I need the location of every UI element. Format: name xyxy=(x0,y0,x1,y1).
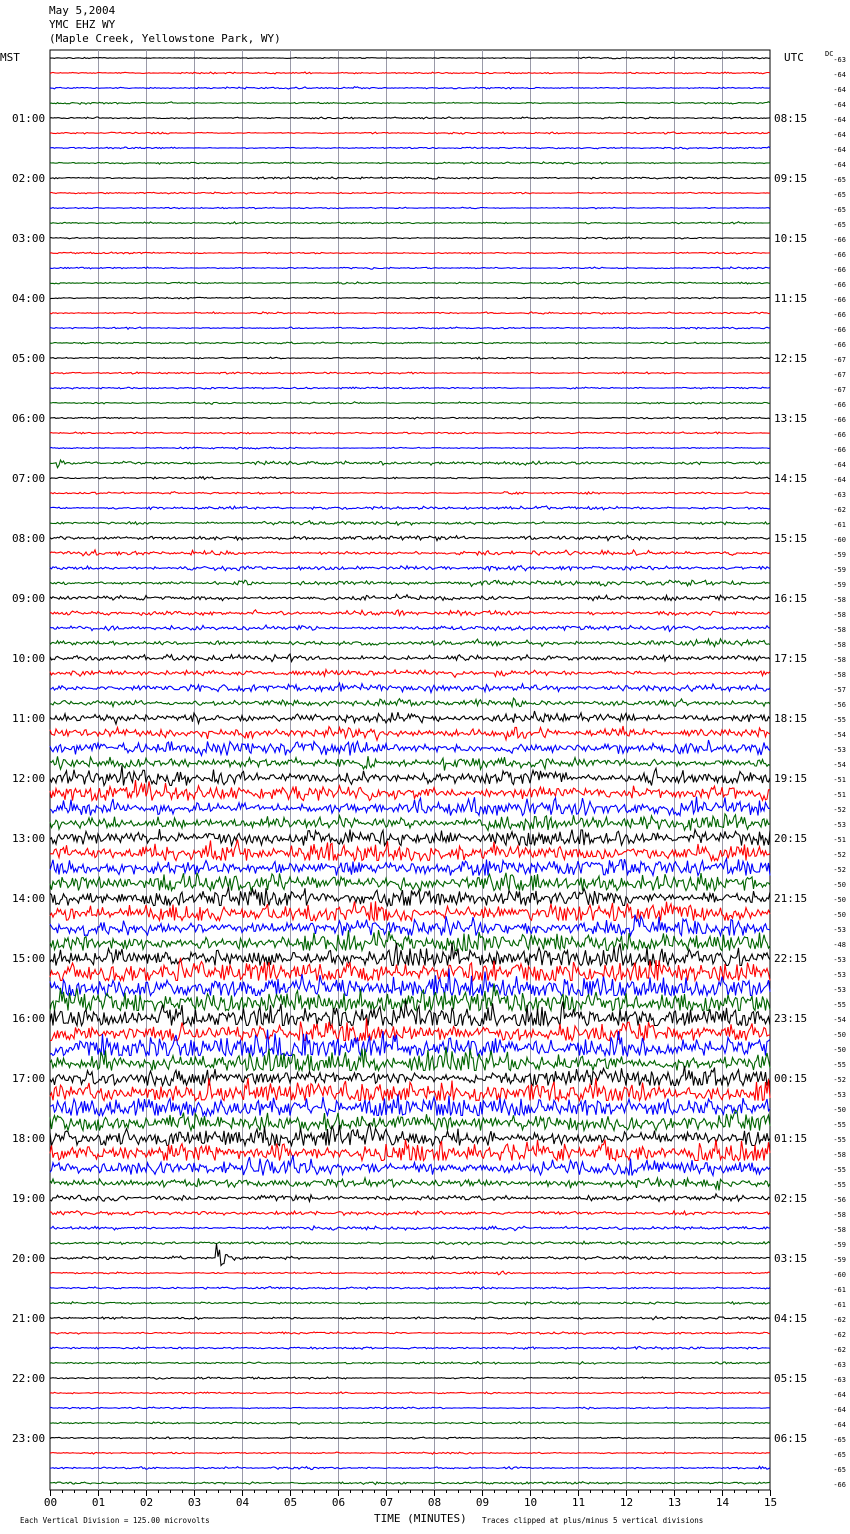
dc-offset-label: -64 xyxy=(833,131,846,139)
right-timezone-label: UTC xyxy=(784,51,804,64)
dc-offset-label: -63 xyxy=(833,1361,846,1369)
hour-label-left: 08:00 xyxy=(12,532,46,545)
hour-label-right: 12:15 xyxy=(774,352,808,365)
trace-row xyxy=(50,1437,770,1439)
dc-offset-label: -67 xyxy=(833,356,846,364)
hour-label-right: 13:15 xyxy=(774,412,808,425)
x-tick-label: 11 xyxy=(571,1496,586,1509)
dc-header-label: DC xyxy=(825,50,834,58)
trace-row xyxy=(50,756,770,770)
trace-row xyxy=(50,402,770,405)
dc-offset-label: -66 xyxy=(833,251,846,259)
hour-label-right: 20:15 xyxy=(774,832,808,845)
trace-row xyxy=(50,327,770,329)
trace-row xyxy=(50,1139,770,1160)
trace-row xyxy=(50,1362,770,1365)
dc-offset-label: -58 xyxy=(833,1151,846,1159)
x-tick-label: 07 xyxy=(379,1496,394,1509)
trace-row xyxy=(50,887,770,906)
dc-offset-label: -58 xyxy=(833,626,846,634)
trace-row xyxy=(50,1392,770,1394)
dc-offset-label: -50 xyxy=(833,881,846,889)
dc-offset-label: -57 xyxy=(833,686,846,694)
dc-offset-label: -58 xyxy=(833,641,846,649)
trace-row xyxy=(50,312,770,314)
dc-offset-label: -65 xyxy=(833,1451,846,1459)
trace-row xyxy=(50,683,770,693)
hour-label-right: 03:15 xyxy=(774,1252,808,1265)
trace-row xyxy=(50,1241,770,1245)
hour-label-right: 21:15 xyxy=(774,892,808,905)
trace-row xyxy=(50,177,770,179)
dc-offset-label: -67 xyxy=(833,371,846,379)
dc-offset-label: -59 xyxy=(833,1256,846,1264)
dc-offset-label: -66 xyxy=(833,431,846,439)
dc-offset-label: -55 xyxy=(833,1136,846,1144)
dc-offset-label: -64 xyxy=(833,86,846,94)
dc-offset-label: -50 xyxy=(833,1106,846,1114)
hour-label-right: 02:15 xyxy=(774,1192,808,1205)
trace-row xyxy=(50,1123,770,1145)
dc-offset-label: -64 xyxy=(833,1406,846,1414)
trace-row xyxy=(50,829,770,845)
hour-label-right: 06:15 xyxy=(774,1432,808,1445)
scale-note: Each Vertical Division = 125.00 microvolts xyxy=(20,1516,210,1525)
trace-row xyxy=(50,610,770,616)
trace-row xyxy=(50,357,770,359)
x-tick-label: 01 xyxy=(91,1496,106,1509)
dc-offset-label: -63 xyxy=(833,1376,846,1384)
dc-offset-label: -61 xyxy=(833,1301,846,1309)
hour-label-left: 03:00 xyxy=(12,232,46,245)
x-tick-label: 00 xyxy=(43,1496,58,1509)
hour-label-right: 19:15 xyxy=(774,772,808,785)
trace-row xyxy=(50,147,770,149)
dc-offset-label: -67 xyxy=(833,386,846,394)
hour-label-left: 07:00 xyxy=(12,472,46,485)
hour-label-right: 00:15 xyxy=(774,1072,808,1085)
trace-row xyxy=(50,477,770,480)
dc-offset-label: -59 xyxy=(833,566,846,574)
trace-row xyxy=(50,1271,770,1275)
hour-label-left: 09:00 xyxy=(12,592,46,605)
x-tick-label: 08 xyxy=(427,1496,442,1509)
dc-offset-label: -63 xyxy=(833,56,846,64)
dc-offset-label: -66 xyxy=(833,236,846,244)
hour-label-right: 23:15 xyxy=(774,1012,808,1025)
trace-row xyxy=(50,1452,770,1454)
trace-row xyxy=(50,1001,770,1026)
dc-offset-label: -66 xyxy=(833,296,846,304)
dc-offset-label: -66 xyxy=(833,401,846,409)
trace-row xyxy=(50,1407,770,1409)
dc-offset-label: -55 xyxy=(833,1001,846,1009)
trace-row xyxy=(50,1332,770,1335)
trace-row xyxy=(50,460,770,468)
dc-offset-label: -65 xyxy=(833,206,846,214)
hour-label-left: 13:00 xyxy=(12,832,46,845)
dc-offset-label: -52 xyxy=(833,851,846,859)
dc-offset-label: -58 xyxy=(833,1211,846,1219)
left-timezone-label: MST xyxy=(0,51,20,64)
trace-row xyxy=(50,342,770,344)
hour-label-left: 19:00 xyxy=(12,1192,46,1205)
x-tick-label: 14 xyxy=(715,1496,730,1509)
trace-row xyxy=(50,87,770,89)
dc-offset-label: -64 xyxy=(833,146,846,154)
trace-row xyxy=(50,72,770,74)
trace-row xyxy=(50,594,770,600)
hour-label-right: 17:15 xyxy=(774,652,808,665)
dc-offset-label: -63 xyxy=(833,491,846,499)
dc-offset-label: -55 xyxy=(833,1061,846,1069)
dc-offset-label: -64 xyxy=(833,116,846,124)
dc-offset-label: -64 xyxy=(833,1391,846,1399)
trace-row xyxy=(50,267,770,269)
dc-offset-label: -64 xyxy=(833,1421,846,1429)
trace-row xyxy=(50,432,770,434)
dc-offset-label: -65 xyxy=(833,1466,846,1474)
trace-row xyxy=(50,417,770,419)
dc-offset-label: -52 xyxy=(833,1076,846,1084)
dc-offset-label: -62 xyxy=(833,1346,846,1354)
dc-offset-label: -64 xyxy=(833,476,846,484)
trace-row xyxy=(50,387,770,389)
trace-row xyxy=(50,625,770,631)
dc-offset-label: -66 xyxy=(833,326,846,334)
dc-offset-label: -64 xyxy=(833,71,846,79)
hour-label-right: 04:15 xyxy=(774,1312,808,1325)
dc-offset-label: -54 xyxy=(833,731,846,739)
x-tick-label: 09 xyxy=(475,1496,490,1509)
dc-offset-label: -55 xyxy=(833,716,846,724)
trace-row xyxy=(50,1178,770,1191)
trace-row xyxy=(50,117,770,119)
dc-offset-label: -61 xyxy=(833,521,846,529)
station-location: (Maple Creek, Yellowstone Park, WY) xyxy=(49,32,281,45)
dc-offset-label: -53 xyxy=(833,926,846,934)
trace-row xyxy=(50,536,770,541)
trace-row xyxy=(50,550,770,556)
dc-offset-label: -59 xyxy=(833,581,846,589)
trace-row xyxy=(50,1226,770,1231)
hour-label-left: 17:00 xyxy=(12,1072,46,1085)
dc-offset-label: -48 xyxy=(833,941,846,949)
trace-row xyxy=(50,859,770,876)
trace-row xyxy=(50,282,770,284)
dc-offset-label: -50 xyxy=(833,911,846,919)
clip-note: Traces clipped at plus/minus 5 vertical divisions xyxy=(482,1516,704,1525)
dc-offset-label: -58 xyxy=(833,611,846,619)
trace-row xyxy=(50,726,770,740)
x-tick-label: 15 xyxy=(763,1496,778,1509)
trace-row xyxy=(50,840,770,861)
trace-row xyxy=(50,1287,770,1290)
trace-row xyxy=(50,297,770,299)
x-tick-label: 13 xyxy=(667,1496,682,1509)
hour-label-left: 02:00 xyxy=(12,172,46,185)
trace-row xyxy=(50,506,770,510)
dc-offset-label: -55 xyxy=(833,1181,846,1189)
trace-row xyxy=(50,943,770,966)
trace-row xyxy=(50,237,770,239)
trace-row xyxy=(50,1466,770,1469)
dc-offset-label: -60 xyxy=(833,536,846,544)
dc-offset-label: -55 xyxy=(833,1166,846,1174)
trace-row xyxy=(50,57,770,59)
dc-offset-label: -60 xyxy=(833,1271,846,1279)
trace-row xyxy=(50,1194,770,1202)
dc-offset-label: -58 xyxy=(833,596,846,604)
dc-offset-label: -62 xyxy=(833,506,846,514)
dc-offset-label: -66 xyxy=(833,281,846,289)
hour-label-right: 11:15 xyxy=(774,292,808,305)
trace-row xyxy=(50,521,770,526)
dc-offset-label: -55 xyxy=(833,1121,846,1129)
trace-row xyxy=(50,372,770,374)
dc-offset-label: -66 xyxy=(833,341,846,349)
trace-row xyxy=(50,1482,770,1485)
dc-offset-label: -51 xyxy=(833,836,846,844)
dc-offset-label: -62 xyxy=(833,1316,846,1324)
trace-row xyxy=(50,252,770,254)
dc-offset-label: -59 xyxy=(833,1241,846,1249)
dc-offset-label: -66 xyxy=(833,266,846,274)
hour-label-left: 22:00 xyxy=(12,1372,46,1385)
dc-offset-label: -66 xyxy=(833,416,846,424)
trace-row xyxy=(50,930,770,951)
hour-label-left: 05:00 xyxy=(12,352,46,365)
chart-date: May 5,2004 xyxy=(49,4,116,17)
trace-row xyxy=(50,873,770,891)
x-tick-label: 10 xyxy=(523,1496,538,1509)
hour-label-left: 14:00 xyxy=(12,892,46,905)
dc-offset-label: -56 xyxy=(833,701,846,709)
x-tick-label: 03 xyxy=(187,1496,202,1509)
trace-row xyxy=(50,711,770,724)
hour-label-right: 14:15 xyxy=(774,472,808,485)
dc-offset-label: -53 xyxy=(833,1091,846,1099)
dc-offset-label: -54 xyxy=(833,761,846,769)
dc-offset-label: -58 xyxy=(833,656,846,664)
dc-offset-label: -65 xyxy=(833,221,846,229)
x-tick-label: 06 xyxy=(331,1496,346,1509)
hour-label-left: 11:00 xyxy=(12,712,46,725)
dc-offset-label: -53 xyxy=(833,986,846,994)
trace-row xyxy=(50,207,770,209)
dc-offset-label: -66 xyxy=(833,311,846,319)
hour-label-left: 21:00 xyxy=(12,1312,46,1325)
trace-row xyxy=(50,1347,770,1350)
trace-row xyxy=(50,670,770,678)
x-tick-label: 05 xyxy=(283,1496,298,1509)
hour-label-right: 09:15 xyxy=(774,172,808,185)
dc-offset-label: -53 xyxy=(833,971,846,979)
trace-row xyxy=(50,765,770,785)
trace-row xyxy=(50,1422,770,1425)
dc-offset-label: -66 xyxy=(833,446,846,454)
trace-row xyxy=(50,1211,770,1216)
hour-label-right: 01:15 xyxy=(774,1132,808,1145)
hour-label-right: 05:15 xyxy=(774,1372,808,1385)
dc-offset-label: -61 xyxy=(833,1286,846,1294)
hour-label-left: 06:00 xyxy=(12,412,46,425)
trace-row xyxy=(50,566,770,571)
hour-label-right: 08:15 xyxy=(774,112,808,125)
hour-label-right: 16:15 xyxy=(774,592,808,605)
trace-row xyxy=(50,639,770,647)
dc-offset-label: -51 xyxy=(833,776,846,784)
trace-row xyxy=(50,162,770,164)
dc-offset-label: -64 xyxy=(833,101,846,109)
trace-row xyxy=(50,222,770,224)
hour-label-left: 18:00 xyxy=(12,1132,46,1145)
trace-row xyxy=(50,1377,770,1379)
trace-row xyxy=(50,698,770,706)
dc-offset-label: -53 xyxy=(833,821,846,829)
dc-offset-label: -52 xyxy=(833,866,846,874)
dc-offset-label: -50 xyxy=(833,896,846,904)
dc-offset-label: -65 xyxy=(833,176,846,184)
dc-offset-label: -58 xyxy=(833,671,846,679)
trace-row xyxy=(50,1302,770,1305)
trace-row xyxy=(50,1078,770,1100)
plot-frame xyxy=(50,50,770,1490)
trace-row xyxy=(50,192,770,194)
dc-offset-label: -53 xyxy=(833,956,846,964)
dc-offset-label: -65 xyxy=(833,1436,846,1444)
dc-offset-label: -64 xyxy=(833,461,846,469)
dc-offset-label: -58 xyxy=(833,1226,846,1234)
trace-row xyxy=(50,958,770,981)
x-axis-label: TIME (MINUTES) xyxy=(374,1512,467,1525)
time-grid xyxy=(50,50,771,1496)
trace-row xyxy=(50,447,770,449)
dc-offset-label: -59 xyxy=(833,551,846,559)
hour-label-right: 22:15 xyxy=(774,952,808,965)
dc-offset-label: -54 xyxy=(833,1016,846,1024)
dc-offset-label: -65 xyxy=(833,191,846,199)
x-tick-label: 12 xyxy=(619,1496,634,1509)
dc-offset-label: -52 xyxy=(833,806,846,814)
dc-offset-label: -51 xyxy=(833,791,846,799)
trace-row xyxy=(50,1316,770,1319)
hour-label-left: 10:00 xyxy=(12,652,46,665)
dc-offset-label: -50 xyxy=(833,1046,846,1054)
trace-row xyxy=(50,654,770,661)
x-tick-label: 04 xyxy=(235,1496,250,1509)
trace-row xyxy=(50,580,770,586)
dc-offset-label: -62 xyxy=(833,1331,846,1339)
hour-label-left: 01:00 xyxy=(12,112,46,125)
dc-offset-label: -56 xyxy=(833,1196,846,1204)
station-code: YMC EHZ WY xyxy=(49,18,116,31)
dc-offset-label: -53 xyxy=(833,746,846,754)
x-tick-label: 02 xyxy=(139,1496,154,1509)
trace-row xyxy=(50,492,770,495)
hour-label-left: 23:00 xyxy=(12,1432,46,1445)
dc-offset-label: -64 xyxy=(833,161,846,169)
trace-row xyxy=(50,780,770,800)
hour-label-left: 20:00 xyxy=(12,1252,46,1265)
trace-row xyxy=(50,102,770,105)
hour-label-right: 10:15 xyxy=(774,232,808,245)
trace-rows xyxy=(50,57,770,1484)
hour-label-left: 04:00 xyxy=(12,292,46,305)
trace-row xyxy=(50,132,770,134)
hour-label-left: 15:00 xyxy=(12,952,46,965)
trace-row xyxy=(50,797,770,816)
hour-label-right: 18:15 xyxy=(774,712,808,725)
dc-offset-label: -50 xyxy=(833,1031,846,1039)
trace-row xyxy=(50,740,770,756)
hour-label-right: 15:15 xyxy=(774,532,808,545)
dc-offset-label: -66 xyxy=(833,1481,846,1489)
hour-label-left: 12:00 xyxy=(12,772,46,785)
trace-row xyxy=(50,814,770,831)
hour-label-left: 16:00 xyxy=(12,1012,46,1025)
trace-row xyxy=(50,1244,770,1266)
